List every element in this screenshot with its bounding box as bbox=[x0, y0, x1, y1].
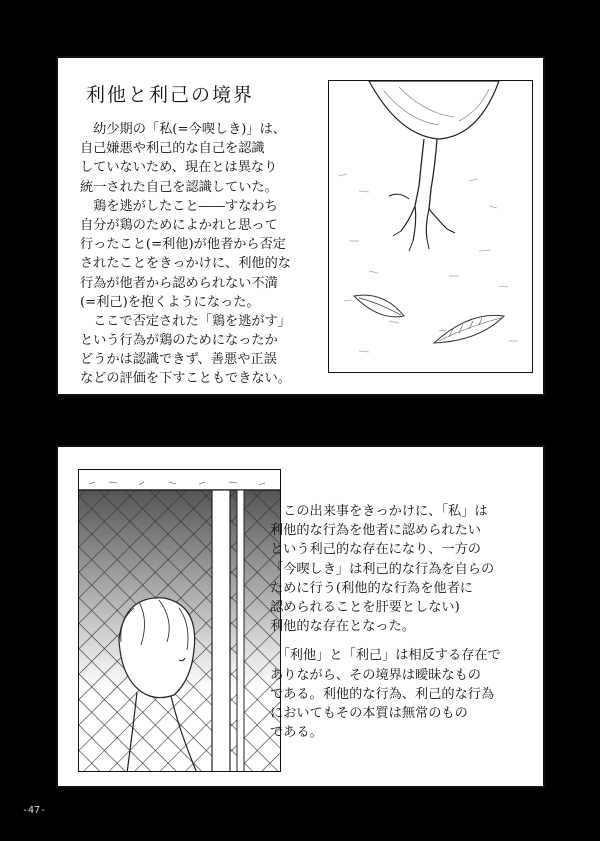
text-line: されたことをきっかけに、利他的な bbox=[80, 256, 291, 272]
bottom-text-block bbox=[270, 502, 501, 742]
text-line: どうかは認識できず、善悪や正誤 bbox=[80, 352, 277, 368]
text-line: 自分が鶏のためによかれと思って bbox=[80, 217, 278, 233]
text-line: 統一された自己を認識していた。 bbox=[80, 179, 278, 195]
text-line: 「利他」と「利己」は相反する存在で bbox=[270, 648, 501, 664]
page-number: -47- bbox=[22, 805, 47, 816]
text-line: などの評価を下すこともできない。 bbox=[80, 371, 291, 387]
top-text-block bbox=[80, 120, 291, 389]
page-title: 利他と利己の境界 bbox=[86, 84, 255, 106]
text-line: 幼少期の「私(=今喫しき)」は、 bbox=[80, 122, 286, 137]
text-line: していないため、現在とは異なり bbox=[80, 160, 278, 176]
text-line: (=利己)を抱くようになった。 bbox=[80, 294, 260, 310]
chicken-illustration bbox=[328, 80, 533, 373]
text-line: という利己的な存在になり、一方の bbox=[270, 542, 481, 558]
text-line: という行為が鶏のためになったか bbox=[80, 333, 278, 349]
text-line: である。 bbox=[270, 725, 323, 741]
text-line: 鶏を逃がしたこと――すなわち bbox=[80, 198, 278, 214]
paragraph-gap bbox=[270, 636, 501, 646]
text-line: 利他的な存在となった。 bbox=[270, 619, 416, 635]
text-line: 行ったこと(=利他)が他者から否定 bbox=[80, 237, 286, 253]
fence-drawing bbox=[79, 470, 281, 772]
text-line: 「今喫しき」は利己的な行為を自らの bbox=[270, 561, 495, 577]
text-line: においてもその本質は無常のもの bbox=[270, 705, 468, 721]
top-panel bbox=[56, 56, 545, 396]
text-line: この出来事をきっかけに、「私」は bbox=[270, 504, 488, 519]
text-line: 行為が他者から認められない不満 bbox=[80, 275, 278, 291]
text-line: ために行う(利他的な行為を他者に bbox=[270, 580, 473, 596]
text-line: 自己嫌悪や利己的な自己を認識 bbox=[80, 141, 265, 157]
text-line: 認められることを肝要としない) bbox=[270, 599, 460, 615]
bottom-panel bbox=[56, 445, 545, 788]
text-line: ここで否定された「鶏を逃がす」 bbox=[80, 313, 291, 329]
child-behind-fence-illustration bbox=[78, 469, 281, 772]
text-line: 利他的な行為を他者に認められたい bbox=[270, 523, 481, 539]
text-line: である。利他的な行為、利己的な行為 bbox=[270, 686, 495, 702]
text-line: ありながら、その境界は曖昧なもの bbox=[270, 667, 481, 683]
chicken-drawing bbox=[329, 81, 533, 373]
